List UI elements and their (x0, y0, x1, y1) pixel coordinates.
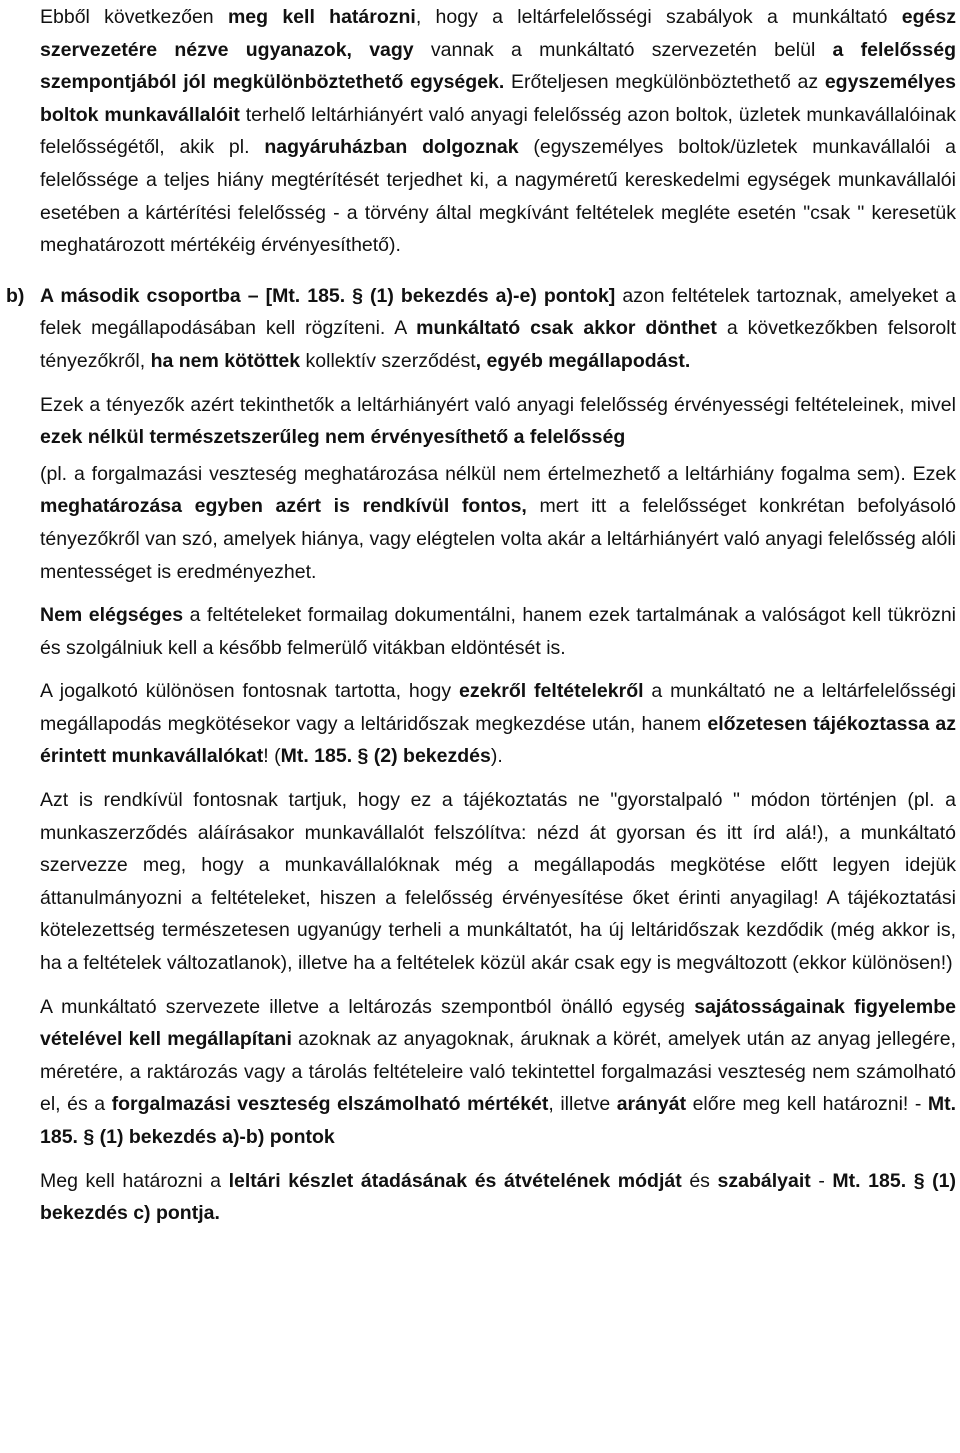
text-run: Ezek a tényezők azért tekinthetők a leltárhiányért való anyagi felelősség érvényességi feltételeinek, mivel (40, 393, 956, 416)
paragraph-7 (40, 784, 956, 980)
text-run: A munkáltató szervezete illetve a leltározás szempontból önálló egység (40, 995, 695, 1018)
text-run: Azt is rendkívül fontosnak tartjuk, hogy ez a tájékoztatás ne "gyorstalpaló " módon történjen (pl. a munkaszerződés aláírásakor munkavállalót felszólítva: nézd át gyorsan és itt írd alá!), a munkáltató szervezze meg, hogy a munkavállalóknak még a megállapodás megkötése előtt legyen idejük áttanulmányozni a feltételeket, hiszen a felelősség érvényesítése őket érinti anyagilag! A tájékoztatási kötelezettség természetesen ugyanúgy terheli a munkáltatót, ha új leltáridőszak kezdődik (még akkor is, ha a feltételek változatlanok), illetve ha a feltételek közül akár csak egy is megváltozott (ekkor különösen!) (40, 789, 956, 975)
text-run: azon feltételek tartoznak, amelyeket a felek megállapodásában kell rögzíteni. A (40, 284, 956, 340)
text-run: a munkáltató ne a leltárfelelősségi megállapodás megkötésekor vagy a leltáridőszak megkezdése után, hanem (40, 680, 956, 735)
text-run: azoknak az anyagoknak, áruknak a körét, amelyek után az anyag jellegére, méretére, a raktározás vagy a tárolás feltételeire való tekintettel forgalmazási veszteség nem számolható el, és a (40, 1028, 956, 1116)
bold-text-run: nagyáruházban dolgoznak (264, 136, 519, 159)
text-run: a feltételeket formailag dokumentálni, hanem ezek tartalmának a valóságot kell tükrözni és szolgálniuk kell a később felmerülő vitákban eldöntését is. (40, 604, 956, 659)
text-run: terhelő leltárhiányért való anyagi felelősség azon boltok, üzletek munkavállalóinak felelősségétől, akik pl. (40, 103, 957, 159)
paragraph-6 (40, 675, 956, 773)
bold-text-run: Mt. 185. § (1) bekezdés c) pontja. (40, 1169, 956, 1225)
text-run: Erőteljesen megkülönböztethető az (504, 71, 825, 94)
bold-text-run: forgalmazási veszteség elszámolható mértékét (111, 1093, 549, 1116)
bold-text-run: Mt. 185. § (2) bekezdés (280, 745, 491, 768)
text-run: ). (490, 745, 503, 768)
paragraph-2 (40, 280, 956, 378)
bold-text-run: ezek nélkül természetszerűleg nem érvényesíthető a felelősség (40, 426, 626, 449)
paragraph-8 (40, 991, 956, 1154)
text-run: A jogalkotó különösen fontosnak tartotta, hogy (40, 680, 459, 703)
bold-text-run: a felelősség szempontjából jól megkülönböztethető egységek. (40, 38, 956, 94)
bold-text-run: sajátosságainak figyelembe vételével kell megállapítani (40, 995, 956, 1051)
bold-text-run: munkáltató csak akkor dönthet (416, 317, 717, 340)
text-run: , illetve (548, 1093, 617, 1116)
text-run: mert itt a felelősséget konkrétan befolyásoló tényezőkről van szó, amelyek hiánya, vagy elégtelen volta akár a leltárhiányért való anyagi felelősség alóli mentességet is eredményezhet. (40, 495, 956, 583)
text-run: kollektív szerződést (300, 349, 476, 372)
bold-text-run: egész szervezetére nézve ugyanazok, vagy (40, 6, 956, 61)
text-run: (pl. a forgalmazási veszteség meghatározása nélkül nem értelmezhető a leltárhiány fogalma sem). Ezek (40, 462, 956, 485)
bold-text-run: Nem elégséges (40, 604, 184, 627)
bold-text-run: , egyéb megállapodást. (475, 349, 691, 372)
bold-text-run: ezekről feltételekről (459, 680, 644, 703)
text-run: (egyszemélyes boltok/üzletek munkavállalói a felelőssége a teljes hiány megtérítését terjedhet ki, a nagyméretű kereskedelmi egységek munkavállalói esetében a kártérítési felelősség - a törvény által megkívánt feltételek megléte esetén "csak " keresetük meghatározott mértékéig érvényesíthető). (40, 136, 956, 257)
list-marker-b: b) (6, 284, 25, 307)
paragraph-5 (40, 599, 956, 664)
bold-text-run: meghatározása egyben azért is rendkívül fontos, (40, 495, 527, 518)
bold-text-run: előzetesen tájékoztassa az érintett munkavállalókat (40, 712, 956, 768)
bold-text-run: A második csoportba – [Mt. 185. § (1) bekezdés a)-e) pontok] (40, 284, 616, 307)
text-run: előre meg kell határozni! - (686, 1093, 928, 1116)
bold-text-run: leltári készlet átadásának és átvételének módját (228, 1169, 682, 1192)
bold-text-run: szabályait (717, 1169, 811, 1192)
list-item-b (6, 280, 956, 378)
paragraph-3 (40, 389, 956, 454)
bold-text-run: arányát (616, 1093, 687, 1116)
text-run: , hogy a leltárfelelősségi szabályok a munkáltató (415, 6, 902, 28)
text-run: Ebből következően (40, 6, 228, 28)
text-run: - (810, 1169, 833, 1192)
bold-text-run: egyszemélyes boltok munkavállalóit (40, 71, 957, 126)
text-run: Meg kell határozni a (40, 1169, 229, 1192)
text-run: a következőkben felsorolt tényezőkről, (40, 317, 956, 372)
bold-text-run: Mt. 185. § (1) bekezdés a)-b) pontok (40, 1093, 957, 1148)
paragraph-9 (40, 1165, 956, 1230)
bold-text-run: ha nem kötöttek (150, 349, 301, 372)
text-run: és (681, 1169, 718, 1192)
text-run: vannak a munkáltató szervezetén belül (413, 38, 833, 61)
bold-text-run: meg kell határozni (227, 6, 416, 28)
paragraph-4 (40, 458, 956, 588)
document-page (6, 0, 957, 1230)
text-run: ! ( (263, 745, 281, 768)
paragraph-1 (40, 1, 956, 262)
